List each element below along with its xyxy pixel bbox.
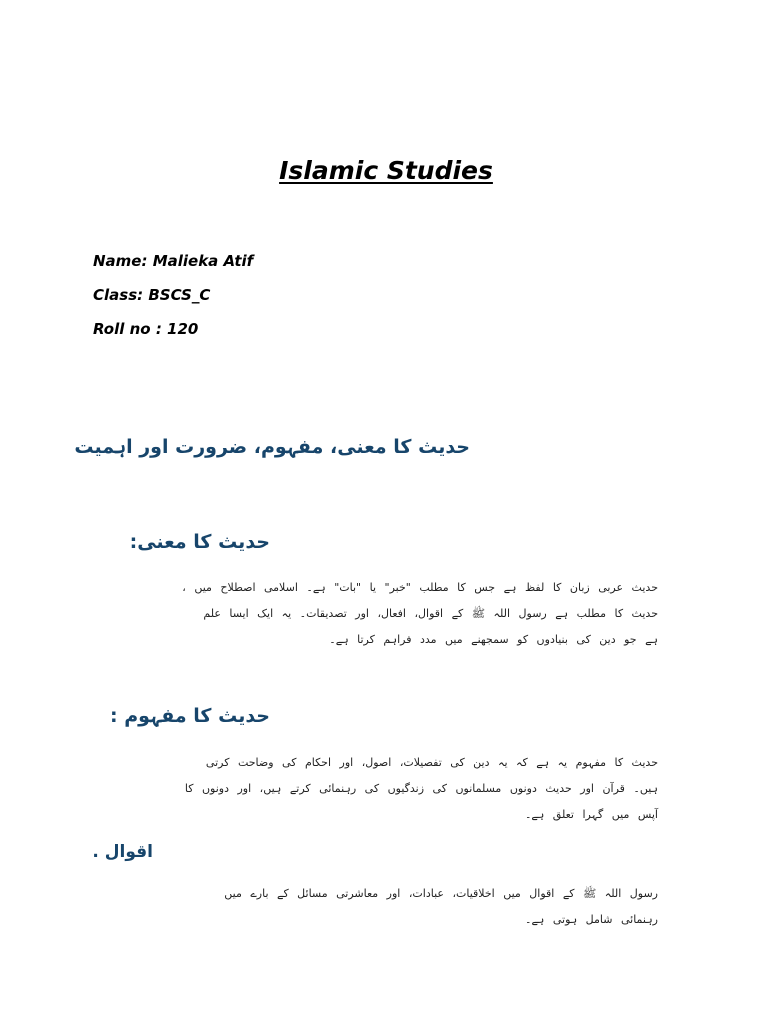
paragraph-line: حدیث کا مطلب ہے رسول اللہ ﷺ کے اقوال، افعال، اور تصدیقات۔ یہ ایک ایسا علم (203, 607, 658, 620)
document-title: Islamic Studies (279, 156, 493, 185)
student-roll-number: Roll no : 120 (93, 320, 199, 338)
section-heading-sayings: اقوال . (92, 842, 153, 862)
student-class: Class: BSCS_C (93, 286, 211, 304)
main-heading: حدیث کا معنی، مفہوم، ضرورت اور اہمیت (74, 436, 470, 458)
section-heading-concept: حدیث کا مفہوم : (110, 705, 270, 727)
paragraph-line: رسول اللہ ﷺ کے اقوال میں اخلاقیات، عبادات، اور معاشرتی مسائل کے بارے میں (224, 887, 658, 900)
paragraph-line: ہے جو دین کی بنیادوں کو سمجھنے میں مدد فراہم کرتا ہے۔ (329, 633, 658, 646)
section-paragraph-meaning (78, 575, 658, 653)
section-paragraph-concept (78, 750, 658, 828)
paragraph-line: رہنمائی شامل ہوتی ہے۔ (525, 913, 658, 926)
paragraph-line: آپس میں گہرا تعلق ہے۔ (524, 808, 658, 821)
paragraph-line: حدیث عربی زبان کا لفظ ہے جس کا مطلب "خبر" یا "بات" ہے۔ اسلامی اصطلاح میں ، (182, 581, 658, 594)
student-name: Name: Malieka Atif (93, 252, 254, 270)
section-paragraph-sayings (78, 881, 658, 933)
paragraph-line: ہیں۔ قرآن اور حدیث دونوں مسلمانوں کی زندگیوں کی رہنمائی کرتے ہیں، اور دونوں کا (184, 782, 658, 795)
paragraph-line: حدیث کا مفہوم یہ ہے کہ یہ دین کی تفصیلات، اصول، اور احکام کی وضاحت کرتی (205, 756, 658, 769)
section-heading-meaning: حدیث کا معنی: (129, 531, 270, 553)
